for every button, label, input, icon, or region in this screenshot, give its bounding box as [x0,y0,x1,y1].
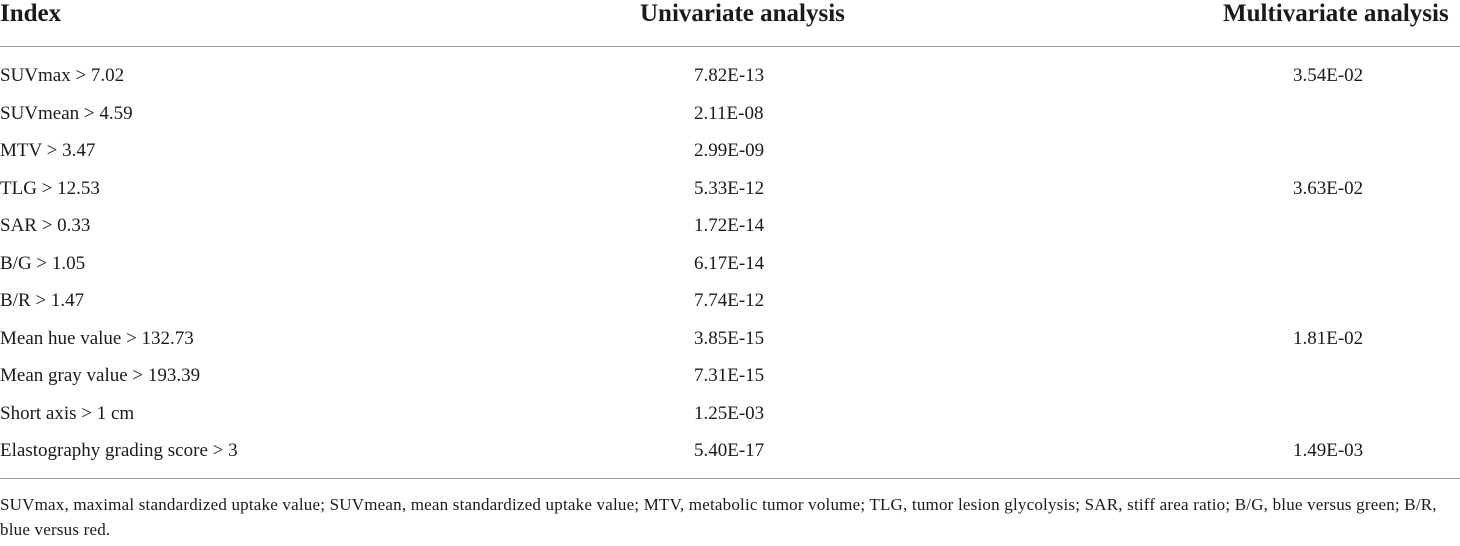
cell-univariate: 1.25E-03 [694,402,765,424]
cell-univariate: 6.17E-14 [694,252,765,274]
table-row [0,357,1460,395]
table-row [0,207,1460,245]
cell-univariate: 7.74E-12 [694,290,765,311]
cell-index: Mean hue value > 132.73 [0,327,194,349]
cell-index: Short axis > 1 cm [0,402,135,424]
table-header [0,0,1460,47]
table-row [0,132,1460,170]
cell-univariate: 5.33E-12 [694,177,765,199]
table-row [0,170,1460,208]
table-footnote: SUVmax, maximal standardized uptake value; SUVmean, mean standardized uptake value; MTV, metabolic tumor volume; TLG, tumor lesion glycolysis; SAR, stiff area ratio; B/G, blue versus green; B/R, blue versus red. [0,495,1437,539]
table-body [0,57,1460,470]
cell-index: B/G > 1.05 [0,252,86,274]
cell-univariate: 3.85E-15 [694,327,765,349]
cell-univariate: 2.11E-08 [694,102,764,124]
cell-index: SAR > 0.33 [0,215,91,236]
header-index: Index [0,0,62,27]
cell-index: SUVmean > 4.59 [0,102,133,124]
cell-univariate: 7.31E-15 [694,365,765,386]
table-row [0,395,1460,433]
cell-univariate: 2.99E-09 [694,140,765,161]
cell-index: B/R > 1.47 [0,290,85,311]
cell-multivariate: 3.54E-02 [1293,65,1364,86]
cell-index: MTV > 3.47 [0,140,96,161]
cell-index: Elastography grading score > 3 [0,440,238,461]
cell-multivariate: 3.63E-02 [1293,177,1364,199]
cell-index: TLG > 12.53 [0,177,100,199]
cell-univariate: 5.40E-17 [694,440,765,461]
cell-univariate: 1.72E-14 [694,215,765,236]
header-multivariate: Multivariate analysis [1223,0,1449,27]
table-row [0,432,1460,470]
cell-index: Mean gray value > 193.39 [0,365,201,386]
cell-univariate: 7.82E-13 [694,65,765,86]
header-univariate: Univariate analysis [640,0,845,27]
table-row [0,245,1460,283]
table-row [0,95,1460,133]
table-bottom-rule [0,478,1460,479]
cell-index: SUVmax > 7.02 [0,65,125,86]
cell-multivariate: 1.81E-02 [1293,327,1364,349]
table-row [0,320,1460,358]
cell-multivariate: 1.49E-03 [1293,440,1364,461]
table-row [0,282,1460,320]
table-row [0,57,1460,95]
